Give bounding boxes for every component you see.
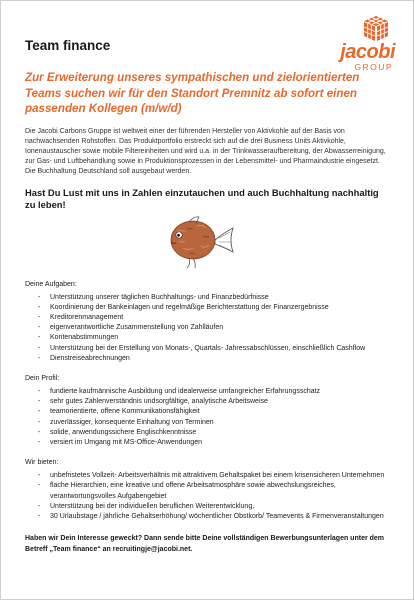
section-offer (1, 458, 413, 522)
coconut-fish-icon (163, 214, 243, 270)
section-tasks (1, 280, 413, 364)
list-item: - Kontenabstimmungen (25, 333, 393, 343)
list-item: - Unterstützung unserer täglichen Buchhaltungs- und Finanzbedürfnisse (25, 293, 393, 303)
list-item: - Dienstreiseabrechnungen (25, 354, 393, 364)
section-label-profile: Dein Profil: (25, 374, 60, 382)
header (1, 1, 413, 72)
logo-subtitle: GROUP (354, 62, 393, 72)
jacobi-group-logo (305, 15, 395, 73)
list-item: - solide, anwendungssichere Englischkenntnisse (25, 428, 393, 438)
page-title: Team finance (25, 38, 111, 53)
list-item: - sehr gutes Zahlenverständnis undsorgfältige, analytische Arbeitsweise (25, 397, 393, 407)
list-item: - eigenverantwortliche Zusammenstellung von Zahlläufen (25, 323, 393, 333)
closing-call-to-action: Haben wir Dein Interesse geweckt? Dann sende bitte Deine vollständigen Bewerbungsunterlagen unter dem Betreff „Team finance“ an recruitingje@jacobi.net. (25, 535, 385, 553)
lead-headline: Zur Erweiterung unseres sympathischen und zielorientierten Teams suchen wir für den Standort Premnitz ab sofort einen passenden Kollegen (m/w/d) (25, 71, 360, 115)
company-intro: Die Jacobi Carbons Gruppe ist weltweit einer der führenden Hersteller von Aktivkohle auf der Basis von nachwachsenden Rohstoffen. Das Produktportfolio erstreckt sich auf die drei Business Units Aktivkohle, Ionenaustauscher sowie mobile Filtereinheiten und wird u.a. in der Trinkwasseraufbereitung, der Abwasserreinigung, zur Gas- und Luftbehandlung sowie in Produktionsprozessen in der Lebensmittel- und Pharmaindustrie eingesetzt. Die Buchhaltung Deutschland soll ausgebaut werden. (25, 127, 386, 175)
illustration (1, 214, 413, 270)
list-item: - flache Hierarchien, eine kreative und offene Arbeitsatmosphäre sowie abwechslungsreiches, verantwortungsvolles Aufgabengebiet (25, 481, 393, 501)
hook-headline: Hast Du Lust mit uns in Zahlen einzutauchen und auch Buchhaltung nachhaltig zu leben! (25, 186, 379, 210)
offer-list (25, 471, 393, 522)
logo-cube-icon (361, 15, 391, 43)
list-item: - Unterstützung bei der individuellen beruflichen Weiterentwicklung, (25, 502, 393, 512)
profile-list (25, 387, 393, 448)
list-item: - Kreditorenmanagement (25, 313, 393, 323)
section-profile (1, 374, 413, 448)
list-item: - 30 Urlaubstage / jährliche Gehaltserhöhung/ wöchentlicher Obstkorb/ Teamevents & Firmenveranstaltungen (25, 512, 393, 522)
list-item: - Unterstützung bei der Erstellung von Monats-, Quartals- Jahressabschlüssen, einschließlich Cashflow (25, 344, 393, 354)
list-item: - teamorientierte, offene Kommunikationsfähigkeit (25, 407, 393, 417)
logo-wordmark: jacobi (340, 41, 395, 63)
list-item: - fundierte kaufmännische Ausbildung und idealerweise umfangreicher Erfahrungsschatz (25, 387, 393, 397)
list-item: - Koordinierung der Bankeinlagen und regelmäßige Berichterstattung der Finanzergebnisse (25, 303, 393, 313)
tasks-list (25, 293, 393, 364)
list-item: - versiert im Umgang mit MS-Office-Anwendungen (25, 438, 393, 448)
list-item: - zuverlässiger, konsequente Einhaltung von Terminen (25, 418, 393, 428)
section-label-tasks: Deine Aufgaben: (25, 280, 77, 288)
section-label-offer: Wir bieten: (25, 459, 59, 467)
list-item: - unbefristetes Vollzeit- Arbeitsverhältnis mit attraktivem Gehaltspaket bei einem krisensicheren Unternehmen (25, 471, 393, 481)
